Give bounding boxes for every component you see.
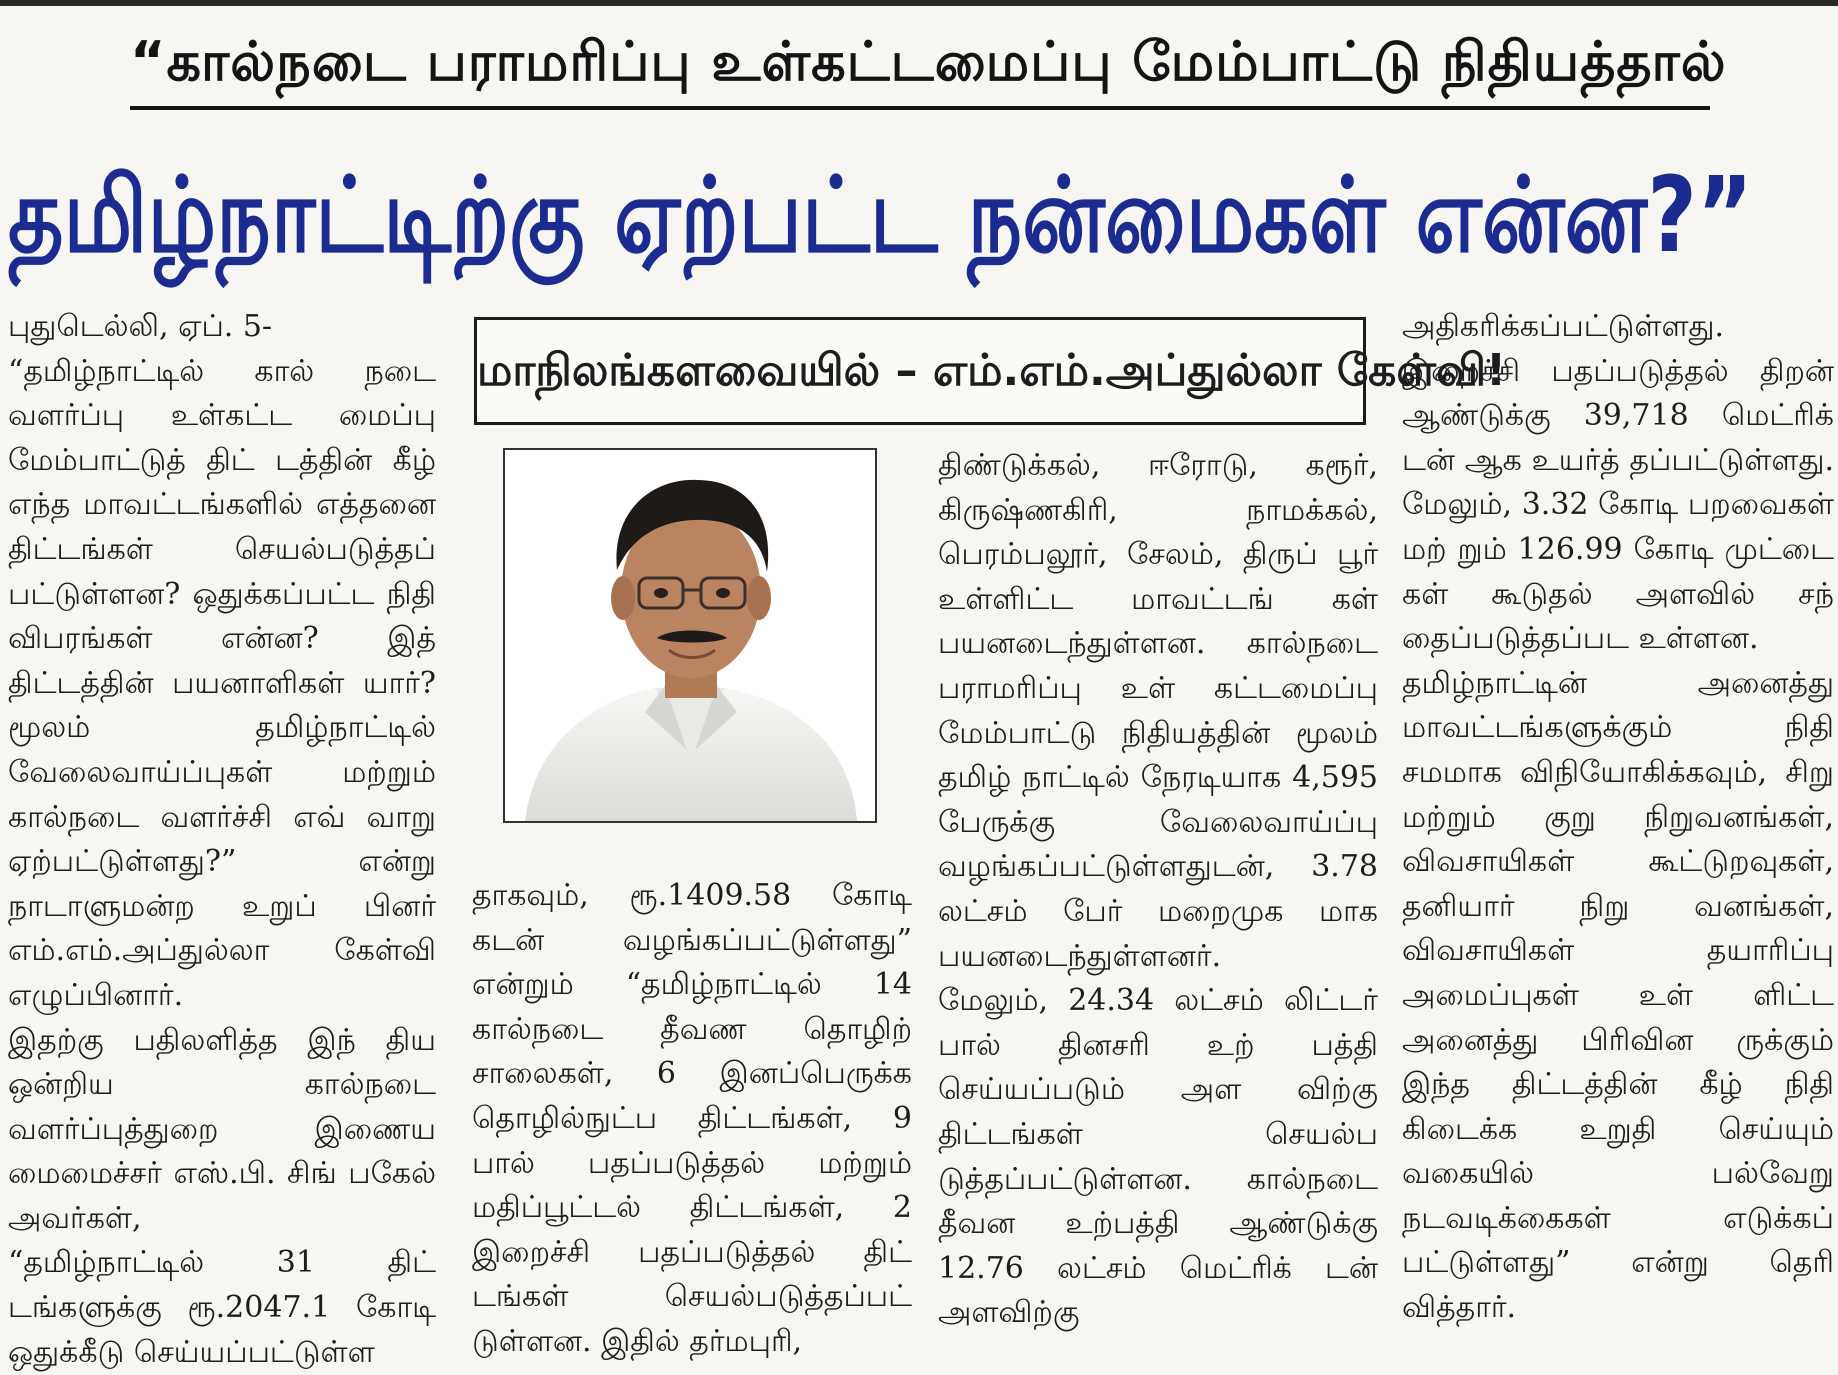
article-column-3 [938,444,1378,1331]
column-3-text: திண்டுக்கல், ஈரோடு, கரூர், கிருஷ்ணகிரி, நாமக்கல், பெரம்பலூர், சேலம், திருப் பூர் உள்ளிட்ட மாவட்டங் கள் பயனடைந்துள்ளன. கால்நடை பராமரிப்பு உள் கட்டமைப்பு மேம்பாட்டு நிதியத்தின் மூலம் தமிழ் நாட்டில் நேரடியாக 4,595 பேருக்கு வேலைவாய்ப்பு வழங்கப்பட்டுள்ளதுடன், 3.78 லட்சம் பேர் மறைமுக மாக பயனடைந்துள்ளனர். மேலும், 24.34 லட்சம் லிட்டர் பால் தினசரி உற் பத்தி செய்யப்படும் அள விற்கு திட்டங்கள் செயல்ப டுத்தப்பட்டுள்ளன. கால்நடை தீவன உற்பத்தி ஆண்டுக்கு 12.76 லட்சம் மெட்ரிக் டன் அளவிற்கு [938,448,1378,1331]
column-1-text: புதுடெல்லி, ஏப். 5- “தமிழ்நாட்டில் கால் நடை வளர்ப்பு உள்கட்ட மைப்பு மேம்பாட்டுத் திட் டத்தின் கீழ் எந்த மாவட்டங்களில் எத்தனை திட்டங்கள் செயல்படுத்தப் பட்டுள்ளன? ஒதுக்கப்பட்ட நிதி விபரங்கள் என்ன? இத் திட்டத்தின் பயனாளிகள் யார்? மூலம் தமிழ்நாட்டில் வேலைவாய்ப்புகள் மற்றும் கால்நடை வளர்ச்சி எவ் வாறு ஏற்பட்டுள்ளது?” என்று நாடாளுமன்ற உறுப் பினர் எம்.எம்.அப்துல்லா கேள்வி எழுப்பினார். இதற்கு பதிலளித்த இந் திய ஒன்றிய கால்நடை வளர்ப்புத்துறை இணைய மைமைச்சர் எஸ்.பி. சிங் பகேல் அவர்கள், “தமிழ்நாட்டில் 31 திட் டங்களுக்கு ரூ.2047.1 கோடி ஒதுக்கீடு செய்யப்பட்டுள்ள [8,309,436,1370]
top-rule [0,0,1838,6]
portrait-photo [503,448,877,823]
column-4-text: அதிகரிக்கப்பட்டுள்ளது. இறைச்சி பதப்படுத்தல் திறன் ஆண்டுக்கு 39,718 மெட்ரிக் டன் ஆக உயர்த் தப்பட்டுள்ளது. மேலும், 3.32 கோடி பறவைகள் மற் றும் 126.99 கோடி முட்டை கள் கூடுதல் அளவில் சந் தைப்படுத்தப்பட உள்ளன. தமிழ்நாட்டின் அனைத்து மாவட்டங்களுக்கும் நிதி சமமாக விநியோகிக்கவும், சிறு மற்றும் குறு நிறுவனங்கள், விவசாயிகள் கூட்டுறவுகள், தனியார் நிறு வனங்கள், விவசாயிகள் தயாரிப்பு அமைப்புகள் உள் ளிட்ட அனைத்து பிரிவின ருக்கும் இந்த திட்டத்தின் கீழ் நிதி கிடைக்க உறுதி செய்யும் வகையில் பல்வேறு நடவடிக்கைகள் எடுக்கப் பட்டுள்ளது” என்று தெரி வித்தார். [1402,309,1834,1326]
article-column-4 [1402,305,1834,1326]
column-2-text: தாகவும், ரூ.1409.58 கோடி கடன் வழங்கப்பட்டுள்ளது” என்றும் “தமிழ்நாட்டில் 14 கால்நடை தீவண தொழிற் சாலைகள், 6 இனப்பெருக்க தொழில்நுட்ப திட்டங்கள், 9 பால் பதப்படுத்தல் மற்றும் மதிப்பூட்டல் திட்டங்கள், 2 இறைச்சி பதப்படுத்தல் திட் டங்கள் செயல்படுத்தப்பட் டுள்ளன. இதில் தர்மபுரி, [472,878,912,1359]
article-column-2 [472,874,912,1359]
portrait-illustration [505,450,875,821]
subheadline-box: மாநிலங்களவையில் – எம்.எம்.அப்துல்லா கேள்வி! [474,317,1366,425]
main-headline: தமிழ்நாட்டிற்கு ஏற்பட்ட நன்மைகள் என்ன?” [8,154,1753,276]
article-column-1 [8,305,436,1370]
kicker-headline: “கால்நடை பராமரிப்பு உள்கட்டமைப்பு மேம்பாட்டு நிதியத்தால் [130,18,1710,110]
